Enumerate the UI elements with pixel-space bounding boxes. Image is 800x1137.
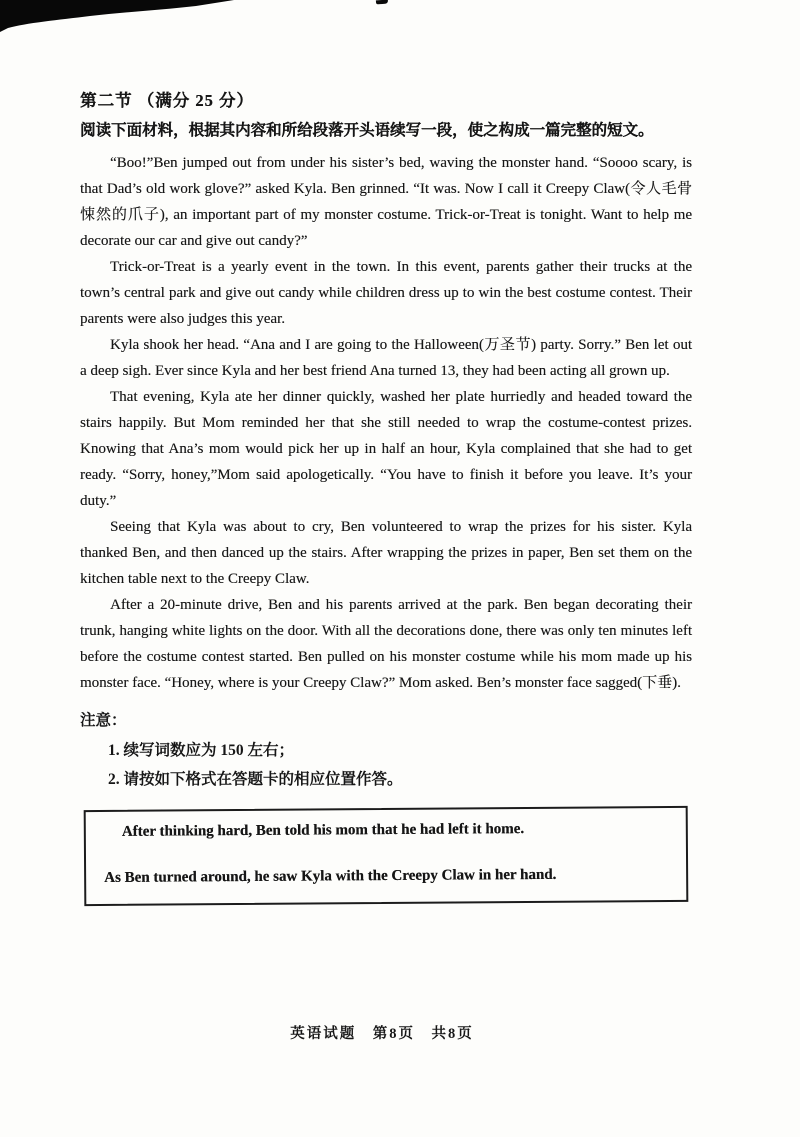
- scan-artifact-speck: [376, 0, 388, 4]
- note-item-1: 1. 续写词数应为 150 左右；: [108, 742, 295, 759]
- page-footer: 英语试题 第8页 共8页: [290, 1026, 474, 1042]
- story-paragraph-4: That evening, Kyla ate her dinner quickly, washed her plate hurriedly and headed toward the stairs happily. But Mom reminded her that she still needed to wrap the costume-contest prizes. Knowing that Ana’s mom would pick her up in half an hour, Kyla complained that she had to get ready. “Sorry, honey,”Mom said apologetically. “You have to finish it before you leave. It’s your duty.”: [80, 389, 692, 509]
- story-paragraph-3: Kyla shook her head. “Ana and I are going to the Halloween(万圣节) party. Sorry.” Ben let out a deep sigh. Ever since Kyla and her best friend Ana turned 13, they had been acting all grown up.: [80, 337, 692, 379]
- continuation-opening-2: As Ben turned around, he saw Kyla with the Creepy Claw in her hand.: [104, 866, 557, 886]
- story-paragraph-2: Trick-or-Treat is a yearly event in the town. In this event, parents gather their trucks at the town’s central park and give out candy while children dress up to win the best costume contest. Their parents were also judges this year.: [80, 259, 692, 327]
- story-paragraph-6: After a 20-minute drive, Ben and his parents arrived at the park. Ben began decorating their trunk, hanging white lights on the door. With all the decorations done, there was only ten minutes left before the costume contest started. Ben pulled on his monster costume while his mom made up his monster face. “Honey, where is your Creepy Claw?” Mom asked. Ben’s monster face sagged(下垂).: [80, 597, 692, 691]
- continuation-opening-1: After thinking hard, Ben told his mom that he had left it home.: [121, 821, 525, 840]
- notes-section: [80, 706, 692, 794]
- story-paragraph-5: Seeing that Kyla was about to cry, Ben volunteered to wrap the prizes for his sister. Kyla thanked Ben, and then danced up the stairs. After wrapping the prizes in paper, Ben set them on the kitchen table next to the Creepy Claw.: [80, 519, 692, 587]
- exam-content: [80, 86, 692, 904]
- note-item-2: 2. 请按如下格式在答题卡的相应位置作答。: [108, 771, 403, 788]
- section-heading: 第二节 （满分 25 分）: [80, 91, 254, 110]
- continuation-box: [84, 806, 689, 906]
- scan-artifact-blob: [0, 0, 240, 36]
- notes-heading: 注意：: [80, 712, 127, 729]
- reading-passage: [80, 150, 692, 696]
- story-paragraph-1: “Boo!”Ben jumped out from under his sister’s bed, waving the monster hand. “Soooo scary, is that Dad’s old work glove?” asked Kyla. Ben grinned. “It was. Now I call it Creepy Claw(令人毛骨悚然的爪子), an important part of my monster costume. Trick-or-Treat is tonight. Want to help me decorate our car and give out candy?”: [80, 155, 692, 249]
- task-instruction: 阅读下面材料，根据其内容和所给段落开头语续写一段，使之构成一篇完整的短文。: [80, 122, 654, 139]
